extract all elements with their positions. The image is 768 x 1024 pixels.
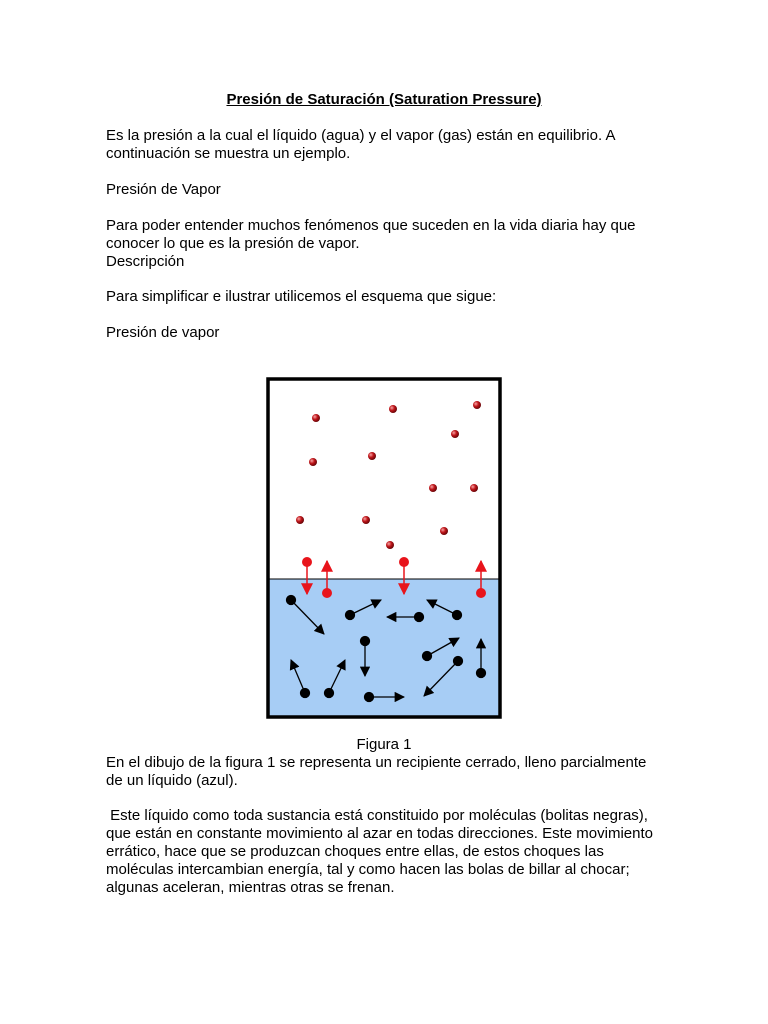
vapor-molecule — [470, 484, 478, 492]
liquid-molecule — [365, 693, 374, 702]
surface-molecule — [476, 588, 486, 598]
vapor-molecule — [312, 414, 320, 422]
liquid-molecule — [346, 611, 355, 620]
liquid-molecule — [415, 613, 424, 622]
figure-text-paragraph — [106, 754, 666, 790]
surface-molecule — [399, 557, 409, 567]
figure-caption: Figura 1 — [356, 736, 412, 753]
liquid-text-line: Este líquido como toda sustancia está constituido por moléculas (bolitas negras), — [106, 807, 648, 824]
liquid-text-line: moléculas intercambian energía, tal y como hacen las bolas de billar al chocar; — [106, 861, 630, 878]
vapor-molecules — [296, 401, 481, 549]
surface-molecule — [322, 588, 332, 598]
liquid-paragraph — [106, 807, 666, 897]
vapor-molecule — [451, 430, 459, 438]
vapor-molecule — [473, 401, 481, 409]
liquid-text-line: errático, hace que se produzcan choques entre ellas, de estos choques las — [106, 843, 604, 860]
vapor-molecule — [368, 452, 376, 460]
liquid-molecule — [301, 689, 310, 698]
liquid-text-line: algunas aceleran, mientras otras se frenan. — [106, 879, 395, 896]
surface-molecule — [302, 557, 312, 567]
document-title: Presión de Saturación (Saturation Pressure) — [226, 91, 542, 108]
vapor-molecule — [440, 527, 448, 535]
vapor-molecule — [429, 484, 437, 492]
liquid-molecule — [453, 611, 462, 620]
figure-text-line: En el dibujo de la figura 1 se representa un recipiente cerrado, lleno parcialmente — [106, 754, 647, 771]
liquid-molecule — [423, 652, 432, 661]
vapor-molecule — [389, 405, 397, 413]
liquid-molecule — [325, 689, 334, 698]
liquid-molecule — [477, 669, 486, 678]
description-label: Descripción — [106, 253, 185, 270]
liquid-molecule — [454, 657, 463, 666]
intro-line: continuación se muestra un ejemplo. — [106, 145, 351, 162]
liquid-text-line: que están en constante movimiento al azar en todas direcciones. Este movimiento — [106, 825, 653, 842]
understand-line: Para poder entender muchos fenómenos que suceden en la vida diaria hay que — [106, 217, 636, 234]
vapor-molecule — [309, 458, 317, 466]
liquid-molecule — [287, 596, 296, 605]
simplify-text: Para simplificar e ilustrar utilicemos el esquema que sigue: — [106, 288, 497, 305]
figure-heading-text: Presión de vapor — [106, 324, 220, 341]
intro-line: Es la presión a la cual el líquido (agua) y el vapor (gas) están en equilibrio. A — [106, 127, 616, 144]
liquid-molecule — [361, 637, 370, 646]
vapor-molecule — [296, 516, 304, 524]
vapor-heading-text: Presión de Vapor — [106, 181, 221, 198]
vapor-molecule — [362, 516, 370, 524]
vapor-molecule — [386, 541, 394, 549]
figure-text-line: de un líquido (azul). — [106, 772, 238, 789]
understand-line: conocer lo que es la presión de vapor. — [106, 235, 360, 252]
